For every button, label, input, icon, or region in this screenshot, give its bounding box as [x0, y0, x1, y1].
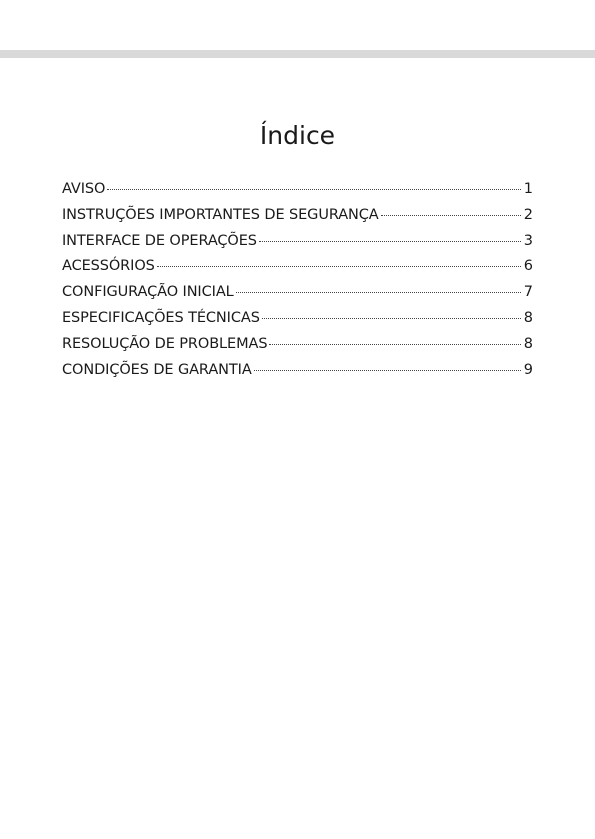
toc-entry-page-number: 6	[523, 258, 533, 275]
dot-leader	[269, 344, 520, 345]
toc-entry-page-number: 2	[523, 206, 533, 223]
header-band	[0, 50, 595, 58]
toc-entry-resolucao-problemas[interactable]	[62, 332, 533, 358]
toc-entry-page-number: 8	[523, 335, 533, 352]
toc-entry-page-number: 9	[523, 361, 533, 378]
toc-entry-page-number: 1	[523, 181, 533, 197]
toc-entry-aviso[interactable]	[62, 177, 533, 203]
toc-entry-acessorios[interactable]	[62, 254, 533, 280]
toc-entry-label: RESOLUÇÃO DE PROBLEMAS	[62, 335, 268, 352]
page-title: Índice	[259, 120, 336, 150]
table-of-contents	[62, 177, 533, 383]
dot-leader	[254, 370, 521, 371]
toc-entry-page-number: 7	[523, 284, 533, 301]
toc-entry-page-number: 3	[523, 232, 533, 249]
dot-leader	[157, 266, 521, 267]
toc-entry-configuracao-inicial[interactable]	[62, 280, 533, 306]
dot-leader	[236, 292, 521, 293]
toc-entry-label: CONDIÇÕES DE GARANTIA	[62, 361, 252, 378]
dot-leader	[262, 318, 521, 319]
toc-entry-label: INSTRUÇÕES IMPORTANTES DE SEGURANÇA	[62, 206, 379, 223]
toc-entry-label: AVISO	[62, 181, 106, 197]
toc-entry-page-number: 8	[523, 309, 533, 326]
toc-entry-label: ESPECIFICAÇÕES TÉCNICAS	[62, 309, 260, 326]
dot-leader	[259, 241, 521, 242]
toc-entry-label: INTERFACE DE OPERAÇÕES	[62, 232, 257, 249]
toc-entry-condicoes-garantia[interactable]	[62, 358, 533, 384]
dot-leader	[381, 215, 521, 216]
toc-entry-label: ACESSÓRIOS	[62, 258, 155, 275]
toc-entry-label: CONFIGURAÇÃO INICIAL	[62, 284, 234, 301]
dot-leader	[107, 189, 520, 190]
toc-entry-instrucoes-seguranca[interactable]	[62, 203, 533, 229]
toc-entry-especificacoes-tecnicas[interactable]	[62, 306, 533, 332]
toc-entry-interface-operacoes[interactable]	[62, 229, 533, 255]
